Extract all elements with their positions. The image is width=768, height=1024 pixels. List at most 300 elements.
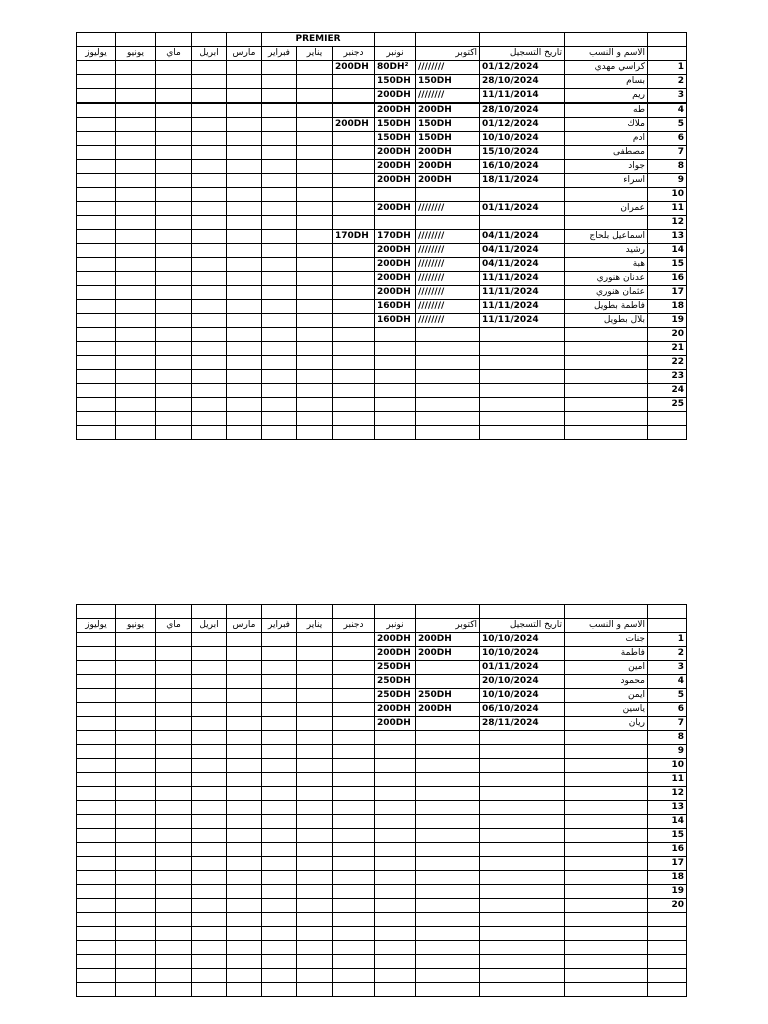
cell-empty: [262, 857, 297, 871]
cell-empty: [77, 661, 116, 675]
cell-empty: [297, 675, 333, 689]
cell-november: 80DH²: [375, 61, 416, 75]
cell-empty: [227, 633, 262, 647]
cell-registration-date: 28/10/2024: [480, 103, 565, 118]
cell-student-name: امين: [565, 661, 648, 675]
cell-student-name: مصطفى: [565, 146, 648, 160]
cell-student-name: [565, 356, 648, 370]
cell-empty: [77, 899, 116, 913]
cell-empty: [156, 103, 192, 118]
cell-row-number: 23: [648, 370, 687, 384]
cell-empty: [77, 717, 116, 731]
cell-november: 200DH: [375, 633, 416, 647]
table-row: [77, 717, 687, 731]
header-mars: مارس: [227, 619, 262, 633]
cell-empty: [227, 398, 262, 412]
cell-empty: [77, 871, 116, 885]
cell-empty: [192, 633, 227, 647]
cell-empty: [156, 647, 192, 661]
cell-empty: [262, 703, 297, 717]
header-date: تاريخ التسجيل: [480, 47, 565, 61]
header-avril: ابريل: [192, 619, 227, 633]
cell-november: 200DH: [375, 272, 416, 286]
cell-empty: [227, 801, 262, 815]
cell-empty: [227, 969, 262, 983]
cell-november: [375, 188, 416, 202]
cell-empty: [297, 160, 333, 174]
cell-october: 200DH: [416, 174, 480, 188]
cell-student-name: [565, 829, 648, 843]
cell-empty: [297, 955, 333, 969]
cell-empty: [116, 188, 156, 202]
table-row: [77, 342, 687, 356]
header-decembre: دجنبر: [333, 619, 375, 633]
cell-registration-date: [480, 815, 565, 829]
cell-empty: [156, 61, 192, 75]
table-row: [77, 272, 687, 286]
cell-december: [333, 426, 375, 440]
cell-empty: [297, 801, 333, 815]
table-row: [77, 426, 687, 440]
cell-empty: [116, 230, 156, 244]
cell-empty: [227, 913, 262, 927]
cell-empty: [77, 286, 116, 300]
header-mars: مارس: [227, 47, 262, 61]
cell-empty: [116, 787, 156, 801]
cell-empty: [116, 759, 156, 773]
cell-empty: [192, 272, 227, 286]
cell-row-number: 15: [648, 258, 687, 272]
cell-empty: [297, 132, 333, 146]
cell-row-number: 19: [648, 314, 687, 328]
table-row: [77, 300, 687, 314]
cell-november: [375, 745, 416, 759]
cell-empty: [297, 647, 333, 661]
cell-december: [333, 89, 375, 104]
cell-registration-date: 28/11/2024: [480, 717, 565, 731]
cell-october: [416, 955, 480, 969]
cell-empty: [262, 426, 297, 440]
table-row: [77, 675, 687, 689]
cell-empty: [192, 815, 227, 829]
cell-student-name: [565, 941, 648, 955]
cell-empty: [116, 300, 156, 314]
cell-student-name: طه: [565, 103, 648, 118]
header-juillet: يوليوز: [77, 47, 116, 61]
cell-empty: [77, 829, 116, 843]
cell-registration-date: 11/11/2024: [480, 314, 565, 328]
cell-empty: [297, 370, 333, 384]
cell-empty: [116, 286, 156, 300]
cell-empty: [262, 717, 297, 731]
cell-october: 250DH: [416, 689, 480, 703]
cell-empty: [116, 132, 156, 146]
cell-empty: [192, 216, 227, 230]
cell-empty: [77, 216, 116, 230]
cell-empty: [156, 314, 192, 328]
cell-empty: [262, 927, 297, 941]
cell-registration-date: 04/11/2024: [480, 230, 565, 244]
cell-empty: [116, 899, 156, 913]
cell-student-name: [565, 731, 648, 745]
cell-october: [416, 412, 480, 426]
cell-november: 160DH: [375, 314, 416, 328]
cell-row-number: 10: [648, 188, 687, 202]
cell-empty: [297, 146, 333, 160]
cell-empty: [192, 857, 227, 871]
cell-empty: [262, 103, 297, 118]
cell-empty: [77, 103, 116, 118]
cell-student-name: [565, 983, 648, 997]
cell-empty: [77, 244, 116, 258]
cell-empty: [116, 370, 156, 384]
cell-empty: [156, 857, 192, 871]
cell-december: [333, 731, 375, 745]
cell-row-number: 1: [648, 61, 687, 75]
cell-row-number: 8: [648, 160, 687, 174]
cell-december: 200DH: [333, 61, 375, 75]
cell-empty: [156, 703, 192, 717]
cell-october: [416, 356, 480, 370]
cell-student-name: [565, 745, 648, 759]
cell-empty: [262, 61, 297, 75]
cell-student-name: [565, 342, 648, 356]
cell-empty: [227, 787, 262, 801]
cell-october: 200DH: [416, 103, 480, 118]
cell-empty: [192, 160, 227, 174]
cell-empty: [116, 426, 156, 440]
cell-empty: [192, 843, 227, 857]
header-janvier: يناير: [297, 47, 333, 61]
table-row: [77, 857, 687, 871]
cell-row-number: 3: [648, 89, 687, 104]
cell-empty: [156, 773, 192, 787]
cell-row-number: 4: [648, 103, 687, 118]
cell-november: 150DH: [375, 75, 416, 89]
cell-row-number: 16: [648, 843, 687, 857]
cell-empty: [262, 787, 297, 801]
cell-november: 250DH: [375, 675, 416, 689]
cell-registration-date: [480, 188, 565, 202]
cell-december: [333, 300, 375, 314]
cell-student-name: [565, 913, 648, 927]
cell-empty: [262, 955, 297, 969]
cell-empty: [192, 745, 227, 759]
cell-registration-date: [480, 342, 565, 356]
cell-october: [416, 661, 480, 675]
cell-empty: [262, 885, 297, 899]
cell-registration-date: [480, 969, 565, 983]
cell-registration-date: [480, 829, 565, 843]
cell-empty: [156, 328, 192, 342]
cell-empty: [227, 146, 262, 160]
cell-empty: [77, 75, 116, 89]
cell-empty: [227, 103, 262, 118]
cell-empty: [77, 759, 116, 773]
cell-row-number: 11: [648, 773, 687, 787]
cell-student-name: [565, 426, 648, 440]
cell-december: [333, 829, 375, 843]
cell-november: 200DH: [375, 202, 416, 216]
cell-empty: [116, 342, 156, 356]
table-row: [77, 703, 687, 717]
cell-empty: [116, 815, 156, 829]
cell-november: [375, 941, 416, 955]
header-juin: يونيو: [116, 47, 156, 61]
cell-empty: [227, 899, 262, 913]
cell-registration-date: 11/11/2024: [480, 272, 565, 286]
cell-empty: [297, 871, 333, 885]
cell-empty: [77, 731, 116, 745]
cell-empty: [116, 983, 156, 997]
cell-empty: [227, 188, 262, 202]
cell-student-name: فاطمة: [565, 647, 648, 661]
cell-october: [416, 787, 480, 801]
table-row: [77, 314, 687, 328]
cell-october: 150DH: [416, 118, 480, 132]
cell-october: ////////: [416, 314, 480, 328]
table-row: [77, 941, 687, 955]
cell-december: [333, 633, 375, 647]
cell-empty: [192, 801, 227, 815]
cell-empty: [192, 89, 227, 104]
cell-december: [333, 871, 375, 885]
cell-empty: [262, 398, 297, 412]
cell-december: [333, 244, 375, 258]
cell-registration-date: 01/12/2024: [480, 118, 565, 132]
cell-empty: [156, 843, 192, 857]
cell-registration-date: [480, 955, 565, 969]
cell-october: [416, 913, 480, 927]
cell-registration-date: [480, 731, 565, 745]
cell-empty: [156, 300, 192, 314]
cell-empty: [262, 843, 297, 857]
cell-empty: [262, 913, 297, 927]
cell-november: [375, 773, 416, 787]
cell-empty: [262, 230, 297, 244]
cell-row-number: 12: [648, 787, 687, 801]
cell-empty: [77, 328, 116, 342]
cell-october: [416, 188, 480, 202]
cell-empty: [297, 759, 333, 773]
cell-student-name: ملاك: [565, 118, 648, 132]
cell-empty: [262, 675, 297, 689]
cell-empty: [227, 342, 262, 356]
cell-student-name: اسماعيل بلحاج: [565, 230, 648, 244]
cell-student-name: ادم: [565, 132, 648, 146]
cell-december: [333, 216, 375, 230]
cell-empty: [156, 885, 192, 899]
cell-empty: [156, 132, 192, 146]
cell-empty: [77, 689, 116, 703]
cell-empty: [156, 745, 192, 759]
cell-empty: [77, 675, 116, 689]
table-row: [77, 202, 687, 216]
cell-empty: [227, 272, 262, 286]
cell-october: ////////: [416, 258, 480, 272]
cell-empty: [297, 969, 333, 983]
cell-student-name: [565, 815, 648, 829]
cell-empty: [156, 717, 192, 731]
cell-empty: [77, 745, 116, 759]
cell-empty: [192, 675, 227, 689]
cell-november: [375, 370, 416, 384]
cell-december: [333, 703, 375, 717]
cell-empty: [297, 773, 333, 787]
cell-registration-date: 11/11/2024: [480, 300, 565, 314]
cell-empty: [262, 300, 297, 314]
cell-row-number: 7: [648, 717, 687, 731]
cell-student-name: محمود: [565, 675, 648, 689]
cell-empty: [156, 202, 192, 216]
cell-october: [416, 717, 480, 731]
cell-empty: [77, 969, 116, 983]
table-row: [77, 801, 687, 815]
header-octobre: اكتوبر: [416, 619, 480, 633]
cell-empty: [227, 132, 262, 146]
cell-empty: [156, 633, 192, 647]
cell-empty: [227, 661, 262, 675]
cell-empty: [116, 661, 156, 675]
cell-november: [375, 871, 416, 885]
table-row: [77, 230, 687, 244]
cell-row-number: 5: [648, 118, 687, 132]
table-row: [77, 647, 687, 661]
cell-december: [333, 286, 375, 300]
cell-row-number: 15: [648, 829, 687, 843]
cell-empty: [116, 412, 156, 426]
cell-empty: [77, 815, 116, 829]
cell-december: [333, 689, 375, 703]
cell-row-number: 16: [648, 272, 687, 286]
cell-row-number: 4: [648, 675, 687, 689]
cell-empty: [297, 633, 333, 647]
cell-student-name: [565, 188, 648, 202]
cell-empty: [77, 132, 116, 146]
cell-october: [416, 328, 480, 342]
cell-empty: [262, 384, 297, 398]
cell-december: [333, 314, 375, 328]
cell-empty: [77, 300, 116, 314]
table-row: [77, 913, 687, 927]
cell-empty: [77, 258, 116, 272]
cell-november: [375, 759, 416, 773]
cell-december: [333, 759, 375, 773]
cell-row-number: 21: [648, 342, 687, 356]
cell-empty: [156, 398, 192, 412]
cell-empty: [116, 829, 156, 843]
cell-november: 170DH: [375, 230, 416, 244]
cell-registration-date: [480, 216, 565, 230]
cell-empty: [297, 787, 333, 801]
cell-empty: [192, 759, 227, 773]
table-row: [77, 328, 687, 342]
cell-empty: [227, 300, 262, 314]
cell-registration-date: 01/11/2024: [480, 661, 565, 675]
cell-december: [333, 941, 375, 955]
cell-empty: [262, 188, 297, 202]
table-row: [77, 160, 687, 174]
cell-registration-date: [480, 927, 565, 941]
cell-row-number: 17: [648, 286, 687, 300]
cell-empty: [227, 118, 262, 132]
table-row: [77, 103, 687, 118]
header-juillet: يوليوز: [77, 619, 116, 633]
cell-empty: [156, 412, 192, 426]
cell-october: [416, 969, 480, 983]
cell-empty: [297, 745, 333, 759]
cell-student-name: فاطمة بطويل: [565, 300, 648, 314]
cell-empty: [262, 969, 297, 983]
cell-november: [375, 426, 416, 440]
cell-october: 150DH: [416, 132, 480, 146]
cell-registration-date: [480, 773, 565, 787]
cell-empty: [77, 160, 116, 174]
cell-october: ////////: [416, 300, 480, 314]
cell-student-name: [565, 899, 648, 913]
cell-empty: [192, 132, 227, 146]
cell-empty: [227, 230, 262, 244]
cell-october: [416, 871, 480, 885]
cell-empty: [192, 412, 227, 426]
cell-october: [416, 815, 480, 829]
cell-october: [416, 384, 480, 398]
cell-october: ////////: [416, 89, 480, 104]
cell-december: [333, 717, 375, 731]
cell-october: ////////: [416, 244, 480, 258]
cell-empty: [77, 230, 116, 244]
cell-empty: [297, 258, 333, 272]
cell-october: [416, 801, 480, 815]
cell-empty: [192, 717, 227, 731]
cell-student-name: عدنان هنوري: [565, 272, 648, 286]
cell-empty: [262, 731, 297, 745]
cell-empty: [297, 314, 333, 328]
cell-empty: [297, 398, 333, 412]
cell-empty: [156, 230, 192, 244]
cell-registration-date: [480, 871, 565, 885]
cell-empty: [192, 244, 227, 258]
cell-empty: [156, 689, 192, 703]
cell-empty: [262, 689, 297, 703]
cell-december: [333, 132, 375, 146]
cell-row-number: 11: [648, 202, 687, 216]
cell-empty: [227, 829, 262, 843]
cell-empty: [227, 160, 262, 174]
cell-empty: [262, 89, 297, 104]
cell-november: 200DH: [375, 146, 416, 160]
cell-row-number: 8: [648, 731, 687, 745]
cell-october: [416, 370, 480, 384]
cell-empty: [156, 871, 192, 885]
cell-empty: [262, 633, 297, 647]
cell-empty: [262, 146, 297, 160]
cell-october: [416, 675, 480, 689]
cell-empty: [116, 272, 156, 286]
cell-december: [333, 675, 375, 689]
cell-registration-date: [480, 857, 565, 871]
cell-empty: [116, 843, 156, 857]
table-row: [77, 132, 687, 146]
cell-november: 160DH: [375, 300, 416, 314]
cell-empty: [297, 174, 333, 188]
table-row: [77, 955, 687, 969]
cell-registration-date: 20/10/2024: [480, 675, 565, 689]
cell-empty: [116, 801, 156, 815]
cell-empty: [77, 272, 116, 286]
header-fevrier: فبراير: [262, 47, 297, 61]
cell-empty: [192, 647, 227, 661]
